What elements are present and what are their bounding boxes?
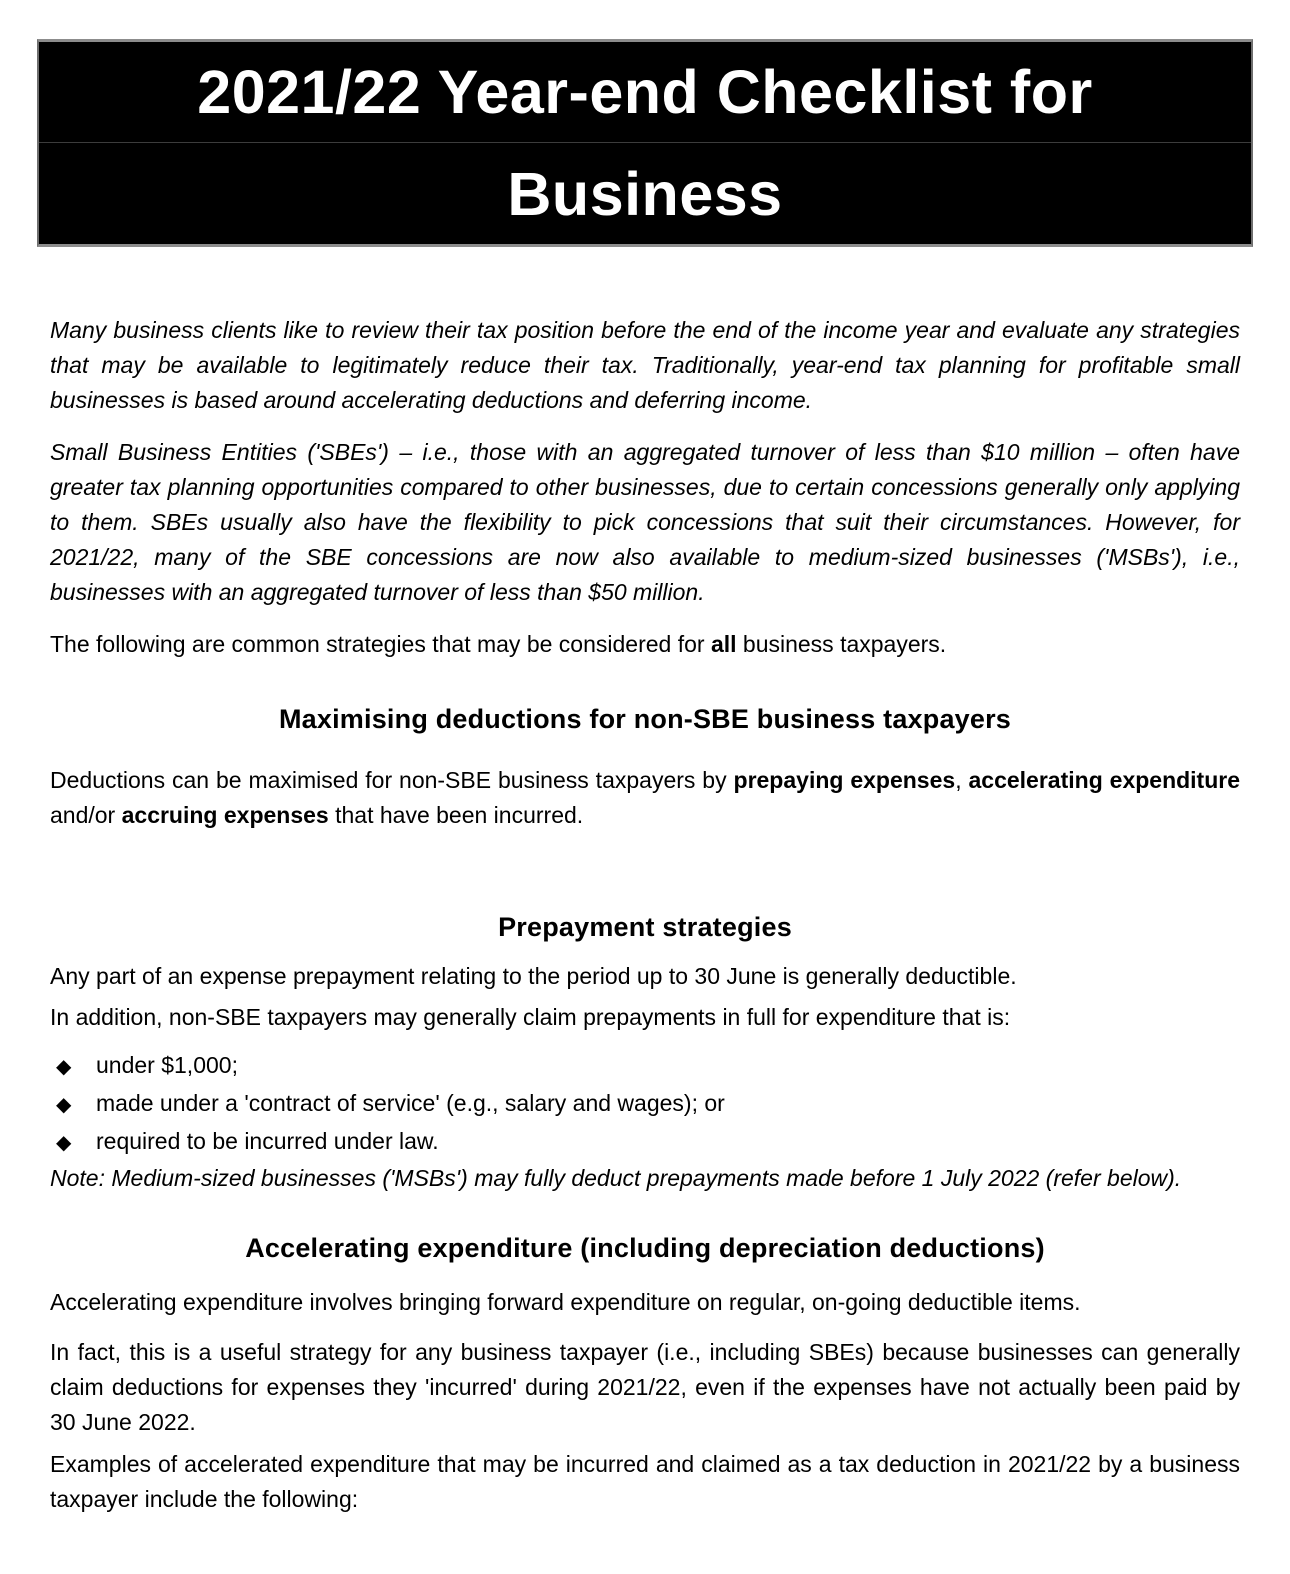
intro-paragraph-2: Small Business Entities ('SBEs') – i.e., those with an aggregated turnover of less than $10 million – often have greater tax planning opportunities compared to other businesses, due to certain concessions generally only applying to them. SBEs usually also have the flexibility to pick concessions that suit their circumstances. However, for 2021/22, many of the SBE concessions are now also available to medium-sized businesses ('MSBs'), i.e., businesses with an aggregated turnover of less than $50 million. (50, 439, 1240, 605)
prepayment-paragraph-2: In addition, non-SBE taxpayers may generally claim prepayments in full for expenditure that is: (50, 1004, 1011, 1030)
intro-paragraph-1: Many business clients like to review their tax position before the end of the income year and evaluate any strategies that may be available to legitimately reduce their tax. Traditionally, year-end tax planning for profitable small businesses is based around accelerating deductions and deferring income. (50, 317, 1240, 413)
maximising-bold-accruing-expenses: accruing expenses (121, 802, 329, 828)
prepayment-bullet-list (50, 1047, 1240, 1161)
bullet-text-required-under-law: required to be incurred under law. (96, 1128, 439, 1154)
intro-paragraph-3 (50, 627, 1240, 662)
maximising-text-2: , (955, 767, 969, 793)
maximising-bold-prepaying-expenses: prepaying expenses (733, 767, 956, 793)
list-item (56, 1123, 1240, 1161)
diamond-bullet-icon: ◆ (56, 1054, 72, 1078)
accelerating-paragraph-1: Accelerating expenditure involves bringing forward expenditure on regular, on-going deductible items. (50, 1289, 1081, 1315)
bullet-text-contract-of-service: made under a 'contract of service' (e.g., salary and wages); or (96, 1090, 725, 1116)
prepayment-note: Note: Medium-sized businesses ('MSBs') may fully deduct prepayments made before 1 July 2022 (refer below). (50, 1165, 1182, 1191)
section-heading-maximising-deductions: Maximising deductions for non-SBE business taxpayers (278, 704, 1012, 734)
diamond-bullet-icon: ◆ (56, 1130, 72, 1154)
section-heading-accelerating-expenditure: Accelerating expenditure (including depreciation deductions) (245, 1233, 1045, 1263)
title-line-1: 2021/22 Year-end Checklist for (39, 42, 1251, 143)
intro-paragraph-3-text-end: business taxpayers. (736, 631, 947, 657)
maximising-bold-accelerating-expenditure: accelerating expenditure (968, 767, 1241, 793)
maximising-text-1: Deductions can be maximised for non-SBE business taxpayers by (50, 767, 734, 793)
accelerating-paragraph-3: Examples of accelerated expenditure that may be incurred and claimed as a tax deduction in 2021/22 by a business taxpayer include the following: (50, 1451, 1240, 1512)
title-line-2: Business (507, 159, 783, 228)
document-title-banner (37, 39, 1253, 247)
maximising-paragraph (50, 763, 1240, 833)
section-heading-prepayment-strategies: Prepayment strategies (498, 912, 792, 942)
intro-paragraph-3-text-start: The following are common strategies that may be considered for (50, 631, 711, 657)
prepayment-paragraph-1: Any part of an expense prepayment relating to the period up to 30 June is generally deductible. (50, 963, 1017, 989)
maximising-text-3: and/or (50, 802, 122, 828)
list-item (56, 1047, 1240, 1085)
maximising-text-4: that have been incurred. (328, 802, 584, 828)
bullet-text-under-1000: under $1,000; (96, 1052, 238, 1078)
diamond-bullet-icon: ◆ (56, 1092, 72, 1116)
accelerating-paragraph-2: In fact, this is a useful strategy for any business taxpayer (i.e., including SBEs) because businesses can generally claim deductions for expenses they 'incurred' during 2021/22, even if the expenses have not actually been paid by 30 June 2022. (50, 1339, 1240, 1435)
list-item (56, 1085, 1240, 1123)
intro-paragraph-3-bold-all: all (710, 631, 737, 657)
